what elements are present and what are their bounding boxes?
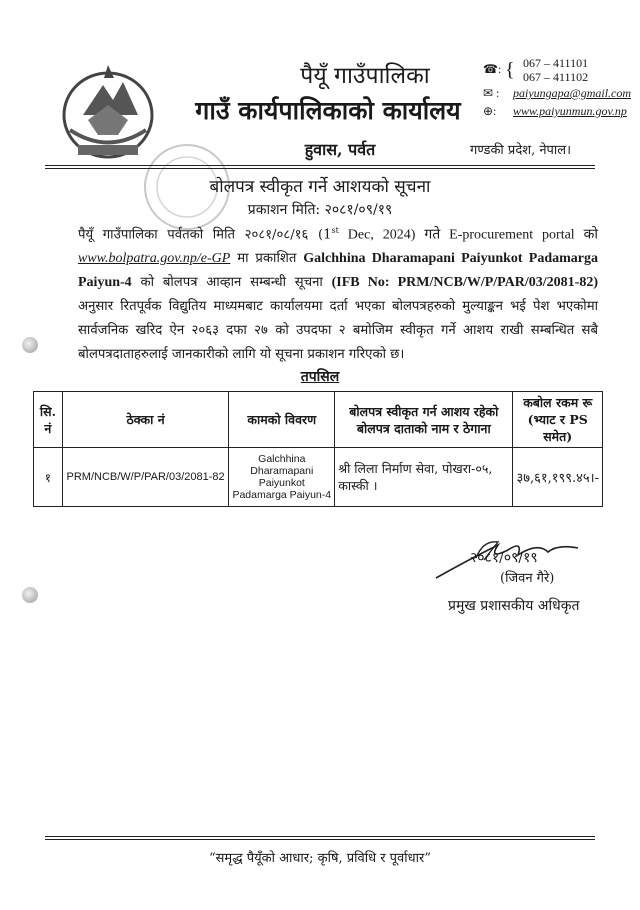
cell-amount: ३७,६१,१९९.४५।- <box>513 448 603 507</box>
cell-contract: PRM/NCB/W/P/PAR/03/2081-82 <box>62 448 229 507</box>
notice-title: बोलपत्र स्वीकृत गर्ने आशयको सूचना <box>209 177 431 197</box>
footer-divider-thin <box>45 839 595 840</box>
province: गण्डकी प्रदेश, नेपाल। <box>470 143 572 158</box>
col-bidder: बोलपत्र स्वीकृत गर्न आशय रहेको बोलपत्र दाताको नाम र ठेगाना <box>335 392 513 448</box>
publish-date: प्रकाशन मिति: २०८१/०९/१९ <box>247 202 393 218</box>
ifb-number: (IFB No: PRM/NCB/W/P/PAR/03/2081-82) <box>331 275 599 291</box>
phone-1: 067 – 411101 <box>523 56 589 70</box>
website-link[interactable]: www.paiyunmun.gov.np <box>513 104 627 118</box>
footer-divider <box>45 836 595 837</box>
para-part-3: मा प्रकाशित <box>230 251 304 267</box>
punch-hole-top <box>22 337 38 353</box>
signatory-name: (जिवन गैरे) <box>500 571 555 586</box>
cell-work: Galchhina Dharamapani Paiyunkot Padamarga Paiyun-4 <box>229 448 335 507</box>
cell-sn: १ <box>34 448 63 507</box>
col-amount: कबोल रकम रू (भ्याट र PS समेत) <box>513 392 603 448</box>
header-divider-thin <box>45 168 595 169</box>
table-row <box>34 448 603 507</box>
para-sup: st <box>331 226 339 235</box>
email-link[interactable]: paiyungapa@gmail.com <box>513 86 632 100</box>
globe-icon: ⊕: <box>483 104 497 118</box>
para-part-2: Dec, 2024) गते E-procurement portal को <box>338 227 598 243</box>
phone-2: 067 – 411102 <box>523 70 589 84</box>
portal-link[interactable]: www.bolpatra.gov.np/e-GP <box>78 251 231 267</box>
phone-icon: ☎: <box>483 62 502 76</box>
col-contract: ठेक्का नं <box>62 392 229 448</box>
table-header-row <box>34 392 603 448</box>
details-heading: तपसिल <box>300 369 340 385</box>
para-part-5: अनुसार रितपूर्वक विद्युतिय माध्यमबाट कार्यालयमा दर्ता भएका बोलपत्रहरुको मुल्याङ्कन भई पेश भएकोमा सार्वजनिक खरिद ऐन २०६३ दफा २७ को उपदफा २ बमोजिम स्वीकृत गर्ने आशय राखी सम्बन्धित सबै बोलपत्रदाताहरुलाई जानकारीको लागि यो सूचना प्रकाशन गरिएको छ। <box>78 299 598 363</box>
signatory-title: प्रमुख प्रशासकीय अधिकृत <box>448 598 580 614</box>
envelope-icon: ✉ : <box>483 86 500 100</box>
para-part-4: को बोलपत्र आव्हान सम्बन्धी सूचना <box>131 275 332 291</box>
col-sn: सि. नं <box>34 392 63 448</box>
para-part-1: पैयूँ गाउँपालिका पर्वतको मिति २०८१/०८/१६ (1 <box>78 227 332 243</box>
municipality-name: पैयूँ गाउँपालिका <box>300 63 430 89</box>
details-table <box>33 391 603 507</box>
notice-body <box>78 219 598 367</box>
project-name: Galchhina Dharamapani Paiyunkot Padamarga Paiyun-4 <box>78 251 599 291</box>
brace: { <box>505 59 515 81</box>
header-divider <box>45 165 595 166</box>
footer-slogan: “समृद्ध पैयूँको आधार; कृषि, प्रविधि र पूर्वाधार” <box>209 851 431 866</box>
col-work: कामको विवरण <box>229 392 335 448</box>
office-location: हुवास, पर्वत <box>304 140 376 159</box>
office-name: गाउँ कार्यपालिकाको कार्यालय <box>195 96 461 125</box>
cell-bidder: श्री लिला निर्माण सेवा, पोखरा-०५, कास्की । <box>335 448 513 507</box>
punch-hole-bottom <box>22 587 38 603</box>
signature-date: २०८१/०९/१९ <box>470 550 538 566</box>
